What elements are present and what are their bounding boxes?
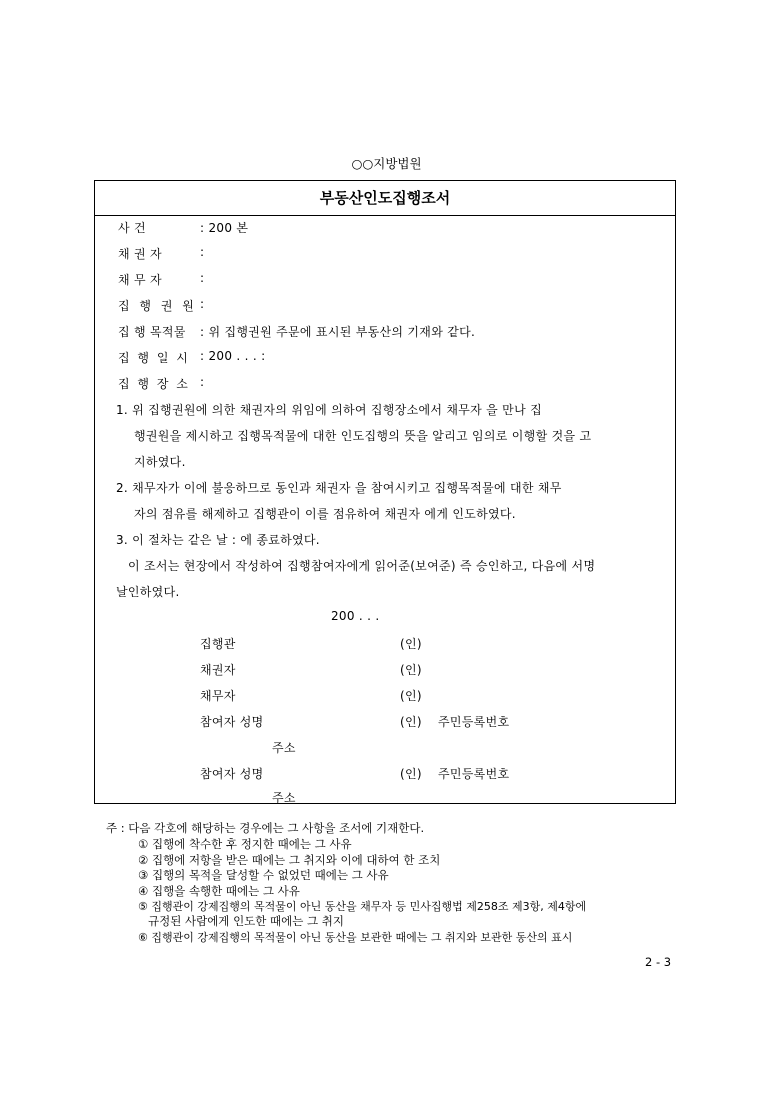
signature-officer-label: 집행관 <box>200 637 236 651</box>
signature-participant-1-address: 주소 <box>272 741 296 755</box>
court-name: ○○지방법원 <box>351 156 422 171</box>
paragraph-2-line-2: 자의 점유를 해제하고 집행관이 이를 점유하여 채권자 에게 인도하였다. <box>134 507 516 521</box>
case-value: : 200 본 <box>200 221 249 235</box>
execution-place-label: 집 행 장 소 <box>118 377 190 391</box>
note-5-line-2: 규정된 사람에게 인도한 때에는 그 취지 <box>148 914 345 928</box>
debtor-label: 채 무 자 <box>118 273 162 287</box>
creditor-value: : <box>200 245 205 259</box>
signature-creditor-seal: (인) <box>400 663 422 677</box>
execution-object-value: : 위 집행권원 주문에 표시된 부동산의 기재와 같다. <box>200 325 476 339</box>
paragraph-3: 3. 이 절차는 같은 날 : 에 종료하였다. <box>116 533 320 547</box>
note-4: ④ 집행을 속행한 때에는 그 사유 <box>138 884 300 898</box>
paragraph-1-line-1: 1. 위 집행권원에 의한 채권자의 위임에 의하여 집행장소에서 채무자 을 만나 집 <box>116 403 542 417</box>
document-title: 부동산인도집행조서 <box>95 181 675 216</box>
signature-participant-1-seal: (인) <box>400 715 422 729</box>
note-2: ② 집행에 저항을 받은 때에는 그 취지와 이에 대하여 한 조치 <box>138 853 441 867</box>
page-number: 2 - 3 <box>645 955 672 969</box>
note-6: ⑥ 집행관이 강제집행의 목적물이 아닌 동산을 보관한 때에는 그 취지와 보관한 동산의 표시 <box>138 931 573 944</box>
signature-participant-2-id: 주민등록번호 <box>438 767 510 781</box>
note-3: ③ 집행의 목적을 달성할 수 없었던 때에는 그 사유 <box>138 868 389 882</box>
closing-line-2: 날인하였다. <box>116 585 180 599</box>
paragraph-2-line-1: 2. 채무자가 이에 불응하므로 동인과 채권자 을 참여시키고 집행목적물에 대한 채무 <box>116 481 562 495</box>
signature-debtor-seal: (인) <box>400 689 422 703</box>
note-5-line-1: ⑤ 집행관이 강제집행의 목적물이 아닌 동산을 채무자 등 민사집행법 제258조 제3항, 제4항에 <box>138 900 587 913</box>
signature-participant-2-label: 참여자 성명 <box>200 767 264 781</box>
execution-object-label: 집 행 목적물 <box>118 325 186 339</box>
execution-datetime-label: 집 행 일 시 <box>118 351 190 365</box>
closing-line-1: 이 조서는 현장에서 작성하여 집행참여자에게 읽어준(보여준) 즉 승인하고, 다음에 서명 <box>128 559 596 573</box>
signature-participant-2-seal: (인) <box>400 767 422 781</box>
paragraph-1-line-3: 지하였다. <box>134 455 186 469</box>
creditor-label: 채 권 자 <box>118 247 162 261</box>
record-date: 200 . . . <box>331 609 380 623</box>
case-label: 사 건 <box>118 221 146 235</box>
execution-datetime-value: : 200 . . . : <box>200 349 266 363</box>
execution-authority-value: : <box>200 297 205 311</box>
signature-debtor-label: 채무자 <box>200 689 236 703</box>
note-1: ① 집행에 착수한 후 정지한 때에는 그 사유 <box>138 837 352 851</box>
notes-intro: 주 : 다음 각호에 해당하는 경우에는 그 사항을 조서에 기재한다. <box>106 821 425 835</box>
signature-creditor-label: 채권자 <box>200 663 236 677</box>
signature-participant-1-label: 참여자 성명 <box>200 715 264 729</box>
signature-participant-1-id: 주민등록번호 <box>438 715 510 729</box>
signature-officer-seal: (인) <box>400 637 422 651</box>
signature-participant-2-address: 주소 <box>272 791 296 805</box>
execution-authority-label: 집 행 권 원 <box>118 299 197 313</box>
paragraph-1-line-2: 행권원을 제시하고 집행목적물에 대한 인도집행의 뜻을 알리고 임의로 이행할 것을 고 <box>134 429 592 443</box>
debtor-value: : <box>200 271 205 285</box>
execution-place-value: : <box>200 375 205 389</box>
